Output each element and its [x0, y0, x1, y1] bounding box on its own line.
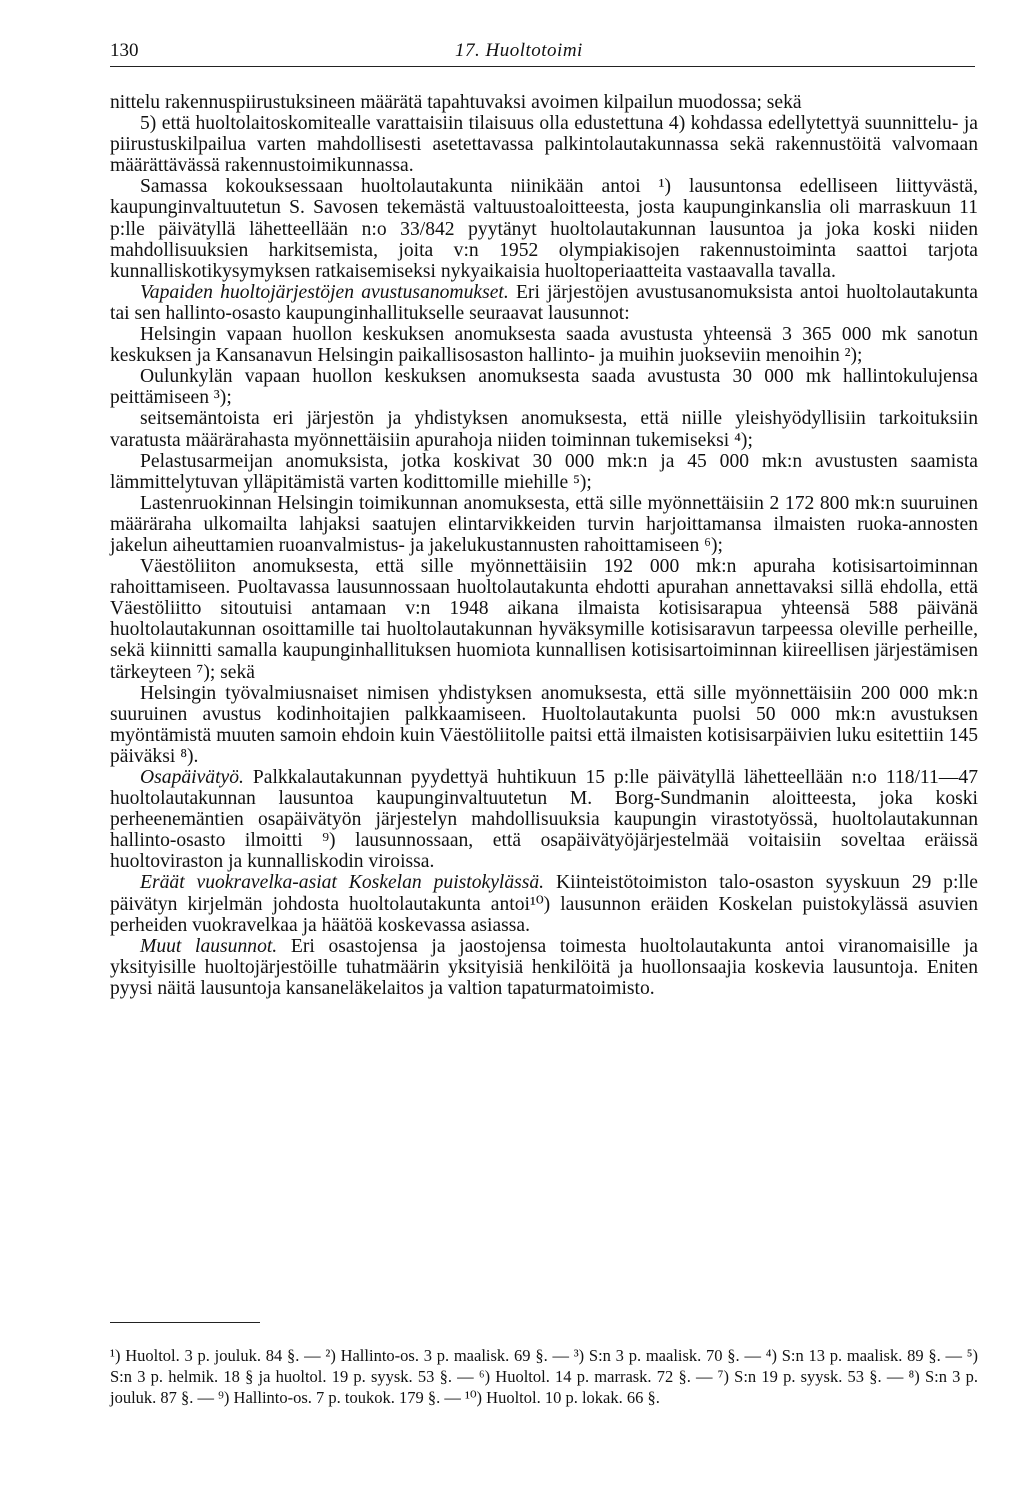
- paragraph: [110, 872, 978, 935]
- chapter-title: 17. Huoltotoimi: [455, 40, 583, 61]
- paragraph-text: Oulunkylän vapaan huollon keskuksen anomuksesta saada avustusta 30 000 mk hallintokulujensa peittämiseen ³);: [110, 366, 978, 409]
- footnote-rule: [110, 1322, 260, 1323]
- paragraph-text: Eri osastojensa ja jaostojensa toimesta huoltolautakunta antoi viranomaisille ja yksityisille huoltojärjestöille tuhatmäärin yksityisiä henkilöitä ja huollonsaajia koskevia lausuntoja. Eniten pyysi näitä lausuntoja kansaneläkelaitos ja valtion tapaturmatoimisto.: [110, 935, 979, 999]
- paragraph: [110, 176, 978, 281]
- paragraph-text: Lastenruokinnan Helsingin toimikunnan anomuksesta, että sille myönnettäisiin 2 172 800 mk:n suuruinen määräraha ulkomailta lahjaksi saatujen elintarvikkeiden turvin harjoittamansa ilmaisten ruoka-annosten jakelun aiheuttamien ruoanvalmistus- ja jakelukustannusten rahoittamiseen ⁶);: [110, 492, 978, 556]
- paragraph: [110, 366, 978, 408]
- running-header: [110, 40, 975, 67]
- paragraph-text: Palkkalautakunnan pyydettyä huhtikuun 15 p:lle päivätyllä lähetteellään n:o 118/11—47 huoltolautakunnan lausuntoa kaupunginvaltuutetun M. Borg-Sundmanin aloitteesta, joka koski perheenemäntien osapäivätyön järjestelyn mahdollisuuksia kaupungin virastotyössä, huoltolautakunnan hallinto-osasto ilmoitti ⁹) lausunnossaan, että osapäivätyöjärjestelmää voitaisiin soveltaa eräissä huoltoviraston ja kunnalliskodin viroissa.: [110, 767, 978, 873]
- paragraph-text: Helsingin työvalmiusnaiset nimisen yhdistyksen anomuksesta, että sille myönnettäisiin 200 000 mk:n suuruinen avustus kodinhoitajien palkkaamiseen. Huoltolautakunta puolsi 50 000 mk:n avustuksen myöntämistä muuten samoin ehdoin kuin Väestöliitolle paitsi että ilmaisten kotisisarpäivien luku esitettiin 145 päiväksi ⁸).: [110, 682, 978, 767]
- paragraph-text: 5) että huoltolaitoskomitealle varattaisiin tilaisuus olla edustettuna 4) kohdassa edellytettyä suunnittelu- ja piirustuskilpailua varten mahdollisesti asetettavassa palkintolautakunnassa sekä rakennustöitä valvomaan määrättävässä rakennustoimikunnassa.: [110, 113, 978, 177]
- paragraph-text: Pelastusarmeijan anomuksista, jotka koskivat 30 000 mk:n ja 45 000 mk:n avustusten saamista lämmittelytuvan ylläpitämistä varten kodittomille miehille ⁵);: [110, 450, 978, 493]
- section-lead: Vapaiden huoltojärjestöjen avustusanomukset.: [140, 281, 509, 303]
- paragraph: [110, 493, 978, 556]
- paragraph-text: seitsemäntoista eri järjestön ja yhdistyksen anomuksesta, että niille yleishyödyllisiin tarkoituksiin varatusta määrärahasta myönnettäisiin apurahoja niiden toiminnan tukemiseksi ⁴);: [110, 408, 978, 451]
- paragraph: [110, 113, 978, 176]
- section-lead: Osapäivätyö.: [140, 767, 244, 788]
- paragraph: [110, 936, 978, 999]
- paragraph: [110, 92, 978, 113]
- paragraph: [110, 683, 978, 767]
- paragraph-text: Helsingin vapaan huollon keskuksen anomuksesta saada avustusta yhteensä 3 365 000 mk sanotun keskuksen ja Kansanavun Helsingin paikallisosaston hallinto- ja muihin juokseviin menoihin ²);: [110, 324, 978, 367]
- paragraph-text: Kiinteistötoimiston talo-osaston syyskuun 29 p:lle päivätyn kirjelmän johdosta huoltolautakunta antoi¹⁰) lausunnon eräiden Koskelan puistokylässä asuvien perheiden vuokravelkaa ja häätöä koskevassa asiassa.: [110, 872, 978, 936]
- paragraph-text: Samassa kokouksessaan huoltolautakunta niinikään antoi ¹) lausuntonsa edelliseen liittyvästä, kaupunginvaltuutetun S. Savosen tekemästä valtuustoaloitteesta, josta kaupunginkanslia oli marraskuun 11 p:lle päivätyllä lähetteellään n:o 33/842 pyytänyt huoltolautakunnan lausuntoa ja joka koski niiden mahdollisuuksien harkitsemista, joita v:n 1952 olympiakisojen rakennustoiminta saattoi tarjota kunnalliskotikysymyksen ratkaisemiseksi nykyaikaisia huoltoperiaatteita vastaavalla tavalla.: [110, 176, 978, 282]
- paragraph: [110, 408, 978, 450]
- page-number: 130: [110, 40, 139, 61]
- paragraph: [110, 282, 978, 324]
- paragraph: [110, 324, 978, 366]
- body-text: [110, 92, 978, 999]
- section-lead: Muut lausunnot.: [140, 935, 278, 957]
- paragraph: [110, 556, 978, 683]
- footnote-text: ¹) Huoltol. 3 p. jouluk. 84 §. — ²) Hallinto-os. 3 p. maalisk. 69 §. — ³) S:n 3 p. maalisk. 70 §. — ⁴) S:n 13 p. maalisk. 89 §. — ⁵) S:n 3 p. helmik. 18 § ja huoltol. 19 p. syysk. 53 §. — ⁶) Huoltol. 14 p. marrask. 72 §. — ⁷) S:n 19 p. syysk. 53 §. — ⁸) S:n 3 p. jouluk. 87 §. — ⁹) Hallinto-os. 7 p. toukok. 179 §. — ¹⁰) Huoltol. 10 p. lokak. 66 §.: [110, 1346, 978, 1407]
- footnotes: [110, 1345, 978, 1408]
- paragraph-text: nittelu rakennuspiirustuksineen määrätä tapahtuvaksi avoimen kilpailun muodossa; sekä: [110, 92, 802, 113]
- paragraph: [110, 451, 978, 493]
- section-lead: Eräät vuokravelka-asiat Koskelan puistokylässä.: [140, 872, 545, 894]
- paragraph-text: Väestöliiton anomuksesta, että sille myönnettäisiin 192 000 mk:n apuraha kotisisartoiminnan rahoittamiseen. Puoltavassa lausunnossaan huoltolautakunta ehdotti apurahan annettavaksi sillä ehdolla, että Väestöliitto sitoutuisi antamaan v:n 1948 aikana ilmaista kotisisarapua yhteensä 588 päivänä huoltolautakunnan osoittamille tai huoltolautakunnan hyväksymille kotisisaravun tarpeessa oleville perheille, sekä kiinnitti samalla kaupunginhallituksen huomiota kunnallisen kotisisartoiminnan kiireellisen järjestämisen tärkeyteen ⁷); sekä: [110, 556, 978, 683]
- paragraph: [110, 767, 978, 872]
- paragraph-text: Eri järjestöjen avustusanomuksista antoi huoltolautakunta tai sen hallinto-osasto kaupunginhallitukselle seuraavat lausunnot:: [110, 281, 978, 324]
